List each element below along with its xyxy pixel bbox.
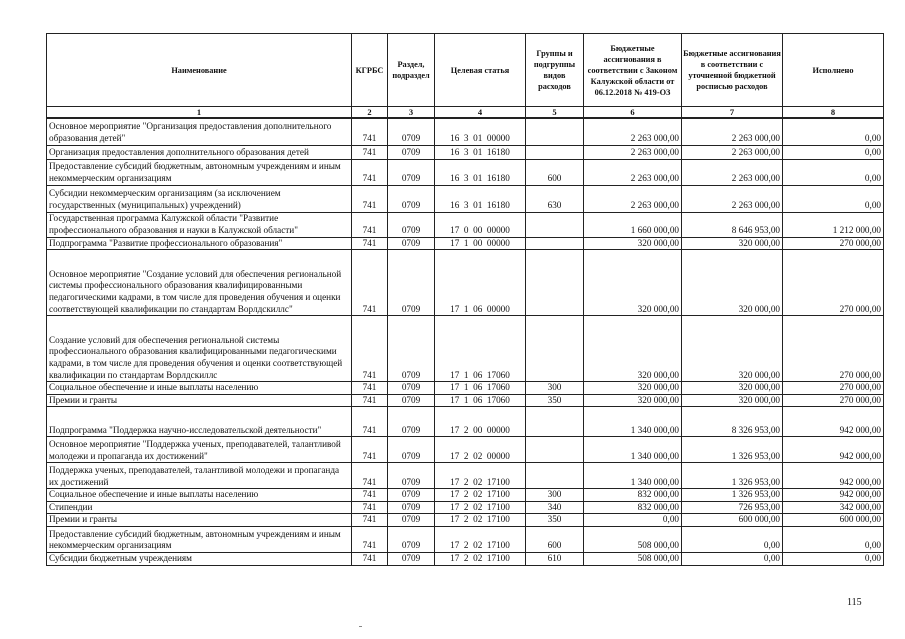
row-budget-law: 508 000,00 xyxy=(584,527,682,553)
row-kgrbs: 741 xyxy=(352,145,388,159)
budget-table xyxy=(46,33,884,566)
row-executed: 600 000,00 xyxy=(783,514,884,527)
row-target: 17 2 02 17100 xyxy=(435,463,526,489)
table-row xyxy=(47,316,884,382)
scan-mark xyxy=(359,626,362,627)
row-budget-law: 2 263 000,00 xyxy=(584,145,682,159)
row-executed: 0,00 xyxy=(783,527,884,553)
row-name: Социальное обеспечение и иные выплаты населению xyxy=(47,489,352,502)
row-executed: 270 000,00 xyxy=(783,394,884,407)
row-executed: 270 000,00 xyxy=(783,237,884,250)
row-budget-law: 1 340 000,00 xyxy=(584,437,682,463)
row-razdel: 0709 xyxy=(388,316,435,382)
table-row xyxy=(47,382,884,395)
row-budget-revised: 1 326 953,00 xyxy=(682,489,783,502)
row-kgrbs: 741 xyxy=(352,553,388,566)
row-razdel: 0709 xyxy=(388,382,435,395)
row-name: Субсидии бюджетным учреждениям xyxy=(47,553,352,566)
row-budget-law: 320 000,00 xyxy=(584,316,682,382)
row-target: 17 2 02 17100 xyxy=(435,514,526,527)
row-kgrbs: 741 xyxy=(352,514,388,527)
row-group: 350 xyxy=(526,394,584,407)
row-kgrbs: 741 xyxy=(352,316,388,382)
table-row xyxy=(47,118,884,145)
row-kgrbs: 741 xyxy=(352,212,388,237)
row-budget-revised: 320 000,00 xyxy=(682,394,783,407)
table-row xyxy=(47,527,884,553)
column-number: 3 xyxy=(388,107,435,119)
row-budget-revised: 320 000,00 xyxy=(682,382,783,395)
row-target: 17 2 02 17100 xyxy=(435,527,526,553)
row-target: 17 2 02 00000 xyxy=(435,437,526,463)
row-executed: 0,00 xyxy=(783,553,884,566)
row-budget-revised: 320 000,00 xyxy=(682,250,783,316)
page-number: 115 xyxy=(847,597,862,608)
row-razdel: 0709 xyxy=(388,159,435,185)
row-razdel: 0709 xyxy=(388,407,435,437)
row-name: Стипендии xyxy=(47,501,352,514)
row-target: 17 1 06 17060 xyxy=(435,382,526,395)
row-budget-law: 832 000,00 xyxy=(584,489,682,502)
row-budget-revised: 600 000,00 xyxy=(682,514,783,527)
column-number: 1 xyxy=(47,107,352,119)
row-kgrbs: 741 xyxy=(352,463,388,489)
row-kgrbs: 741 xyxy=(352,394,388,407)
row-name: Создание условий для обеспечения региональной системы профессионального образования квалифицированными педагогическими кадрами, в том числе для проведения обучения и оценки соответствующей квалификации по стандартам Ворлдскиллс xyxy=(47,316,352,382)
row-budget-law: 320 000,00 xyxy=(584,237,682,250)
row-name: Основное мероприятие "Создание условий для обеспечения региональной системы профессионального образования квалифицированными педагогическими кадрами, в том числе для проведения обучения и оценки соответствующей квалификации по стандартам Ворлдскиллс" xyxy=(47,250,352,316)
table-row xyxy=(47,463,884,489)
row-budget-revised: 320 000,00 xyxy=(682,316,783,382)
table-row xyxy=(47,501,884,514)
row-group: 600 xyxy=(526,527,584,553)
column-number-row xyxy=(47,107,884,119)
row-group: 300 xyxy=(526,489,584,502)
row-name: Организация предоставления дополнительного образования детей xyxy=(47,145,352,159)
row-budget-revised: 2 263 000,00 xyxy=(682,185,783,212)
table-row xyxy=(47,553,884,566)
table-row xyxy=(47,489,884,502)
row-razdel: 0709 xyxy=(388,514,435,527)
row-target: 17 2 00 00000 xyxy=(435,407,526,437)
table-row xyxy=(47,250,884,316)
row-budget-revised: 2 263 000,00 xyxy=(682,159,783,185)
row-razdel: 0709 xyxy=(388,463,435,489)
row-budget-law: 320 000,00 xyxy=(584,394,682,407)
row-target: 16 3 01 16180 xyxy=(435,185,526,212)
row-budget-law: 1 340 000,00 xyxy=(584,463,682,489)
row-name: Поддержка ученых, преподавателей, талантливой молодежи и пропаганда их достижений xyxy=(47,463,352,489)
row-budget-law: 2 263 000,00 xyxy=(584,185,682,212)
row-name: Подпрограмма "Развитие профессионального образования" xyxy=(47,237,352,250)
row-budget-revised: 1 326 953,00 xyxy=(682,437,783,463)
row-executed: 0,00 xyxy=(783,145,884,159)
row-target: 17 2 02 17100 xyxy=(435,489,526,502)
row-budget-law: 832 000,00 xyxy=(584,501,682,514)
row-group xyxy=(526,316,584,382)
row-group xyxy=(526,145,584,159)
row-name: Предоставление субсидий бюджетным, автономным учреждениям и иным некоммерческим организациям xyxy=(47,159,352,185)
row-kgrbs: 741 xyxy=(352,185,388,212)
row-budget-law: 320 000,00 xyxy=(584,382,682,395)
row-razdel: 0709 xyxy=(388,250,435,316)
table-row xyxy=(47,407,884,437)
header-group: Группы и подгруппы видов расходов xyxy=(526,34,584,107)
row-name: Социальное обеспечение и иные выплаты населению xyxy=(47,382,352,395)
header-row xyxy=(47,34,884,107)
row-budget-law: 508 000,00 xyxy=(584,553,682,566)
row-group xyxy=(526,212,584,237)
header-target: Целевая статья xyxy=(435,34,526,107)
row-name: Основное мероприятие "Поддержка ученых, преподавателей, талантливой молодежи и пропаганда их достижений" xyxy=(47,437,352,463)
row-executed: 942 000,00 xyxy=(783,407,884,437)
column-number: 6 xyxy=(584,107,682,119)
row-target: 16 3 01 16180 xyxy=(435,159,526,185)
row-group xyxy=(526,250,584,316)
row-executed: 942 000,00 xyxy=(783,489,884,502)
table-row xyxy=(47,145,884,159)
row-budget-revised: 2 263 000,00 xyxy=(682,145,783,159)
column-number: 4 xyxy=(435,107,526,119)
row-razdel: 0709 xyxy=(388,437,435,463)
row-executed: 0,00 xyxy=(783,185,884,212)
row-budget-law: 1 340 000,00 xyxy=(584,407,682,437)
row-budget-revised: 8 326 953,00 xyxy=(682,407,783,437)
row-target: 16 3 01 16180 xyxy=(435,145,526,159)
row-executed: 0,00 xyxy=(783,118,884,145)
row-name: Подпрограмма "Поддержка научно-исследовательской деятельности" xyxy=(47,407,352,437)
row-razdel: 0709 xyxy=(388,553,435,566)
row-kgrbs: 741 xyxy=(352,527,388,553)
row-kgrbs: 741 xyxy=(352,489,388,502)
row-razdel: 0709 xyxy=(388,212,435,237)
row-razdel: 0709 xyxy=(388,527,435,553)
row-kgrbs: 741 xyxy=(352,250,388,316)
row-group xyxy=(526,237,584,250)
row-razdel: 0709 xyxy=(388,501,435,514)
row-executed: 270 000,00 xyxy=(783,250,884,316)
row-kgrbs: 741 xyxy=(352,159,388,185)
row-target: 16 3 01 00000 xyxy=(435,118,526,145)
row-kgrbs: 741 xyxy=(352,501,388,514)
row-budget-law: 320 000,00 xyxy=(584,250,682,316)
row-name: Основное мероприятие "Организация предоставления дополнительного образования детей" xyxy=(47,118,352,145)
row-executed: 342 000,00 xyxy=(783,501,884,514)
row-kgrbs: 741 xyxy=(352,237,388,250)
header-executed: Исполнено xyxy=(783,34,884,107)
row-budget-revised: 726 953,00 xyxy=(682,501,783,514)
row-group: 600 xyxy=(526,159,584,185)
row-executed: 942 000,00 xyxy=(783,437,884,463)
row-razdel: 0709 xyxy=(388,145,435,159)
row-budget-law: 1 660 000,00 xyxy=(584,212,682,237)
row-razdel: 0709 xyxy=(388,237,435,250)
table-row xyxy=(47,185,884,212)
row-executed: 0,00 xyxy=(783,159,884,185)
row-group xyxy=(526,407,584,437)
row-target: 17 1 00 00000 xyxy=(435,237,526,250)
row-target: 17 1 06 17060 xyxy=(435,316,526,382)
row-target: 17 2 02 17100 xyxy=(435,501,526,514)
row-razdel: 0709 xyxy=(388,185,435,212)
row-kgrbs: 741 xyxy=(352,382,388,395)
row-razdel: 0709 xyxy=(388,118,435,145)
column-number: 5 xyxy=(526,107,584,119)
table-row xyxy=(47,159,884,185)
header-razdel: Раздел, подраздел xyxy=(388,34,435,107)
row-razdel: 0709 xyxy=(388,394,435,407)
row-group: 350 xyxy=(526,514,584,527)
row-group: 610 xyxy=(526,553,584,566)
row-budget-law: 2 263 000,00 xyxy=(584,159,682,185)
row-group: 630 xyxy=(526,185,584,212)
row-target: 17 1 06 00000 xyxy=(435,250,526,316)
row-group xyxy=(526,463,584,489)
row-budget-revised: 0,00 xyxy=(682,553,783,566)
row-budget-revised: 0,00 xyxy=(682,527,783,553)
row-name: Государственная программа Калужской области "Развитие профессионального образования и науки в Калужской области" xyxy=(47,212,352,237)
row-executed: 942 000,00 xyxy=(783,463,884,489)
row-budget-law: 2 263 000,00 xyxy=(584,118,682,145)
row-executed: 270 000,00 xyxy=(783,382,884,395)
row-name: Премии и гранты xyxy=(47,394,352,407)
row-razdel: 0709 xyxy=(388,489,435,502)
row-group xyxy=(526,118,584,145)
row-name: Премии и гранты xyxy=(47,514,352,527)
row-budget-revised: 1 326 953,00 xyxy=(682,463,783,489)
row-group: 300 xyxy=(526,382,584,395)
row-name: Предоставление субсидий бюджетным, автономным учреждениям и иным некоммерческим организациям xyxy=(47,527,352,553)
row-target: 17 0 00 00000 xyxy=(435,212,526,237)
column-number: 8 xyxy=(783,107,884,119)
header-budget-revised: Бюджетные ассигнования в соответствии с уточненной бюджетной росписью расходов xyxy=(682,34,783,107)
row-budget-law: 0,00 xyxy=(584,514,682,527)
column-number: 2 xyxy=(352,107,388,119)
table-row xyxy=(47,394,884,407)
row-budget-revised: 8 646 953,00 xyxy=(682,212,783,237)
row-kgrbs: 741 xyxy=(352,407,388,437)
row-executed: 270 000,00 xyxy=(783,316,884,382)
row-kgrbs: 741 xyxy=(352,437,388,463)
row-target: 17 2 02 17100 xyxy=(435,553,526,566)
table-row xyxy=(47,437,884,463)
row-kgrbs: 741 xyxy=(352,118,388,145)
table-row xyxy=(47,212,884,237)
header-budget-law: Бюджетные ассигнования в соответствии с Законом Калужской области от 06.12.2018 № 419-ОЗ xyxy=(584,34,682,107)
table-row xyxy=(47,514,884,527)
row-executed: 1 212 000,00 xyxy=(783,212,884,237)
table-row xyxy=(47,237,884,250)
row-group xyxy=(526,437,584,463)
row-target: 17 1 06 17060 xyxy=(435,394,526,407)
row-budget-revised: 320 000,00 xyxy=(682,237,783,250)
header-kgrbs: КГРБС xyxy=(352,34,388,107)
header-name: Наименование xyxy=(47,34,352,107)
row-budget-revised: 2 263 000,00 xyxy=(682,118,783,145)
row-group: 340 xyxy=(526,501,584,514)
row-name: Субсидии некоммерческим организациям (за исключением государственных (муниципальных) учреждений) xyxy=(47,185,352,212)
table-body xyxy=(47,118,884,565)
column-number: 7 xyxy=(682,107,783,119)
